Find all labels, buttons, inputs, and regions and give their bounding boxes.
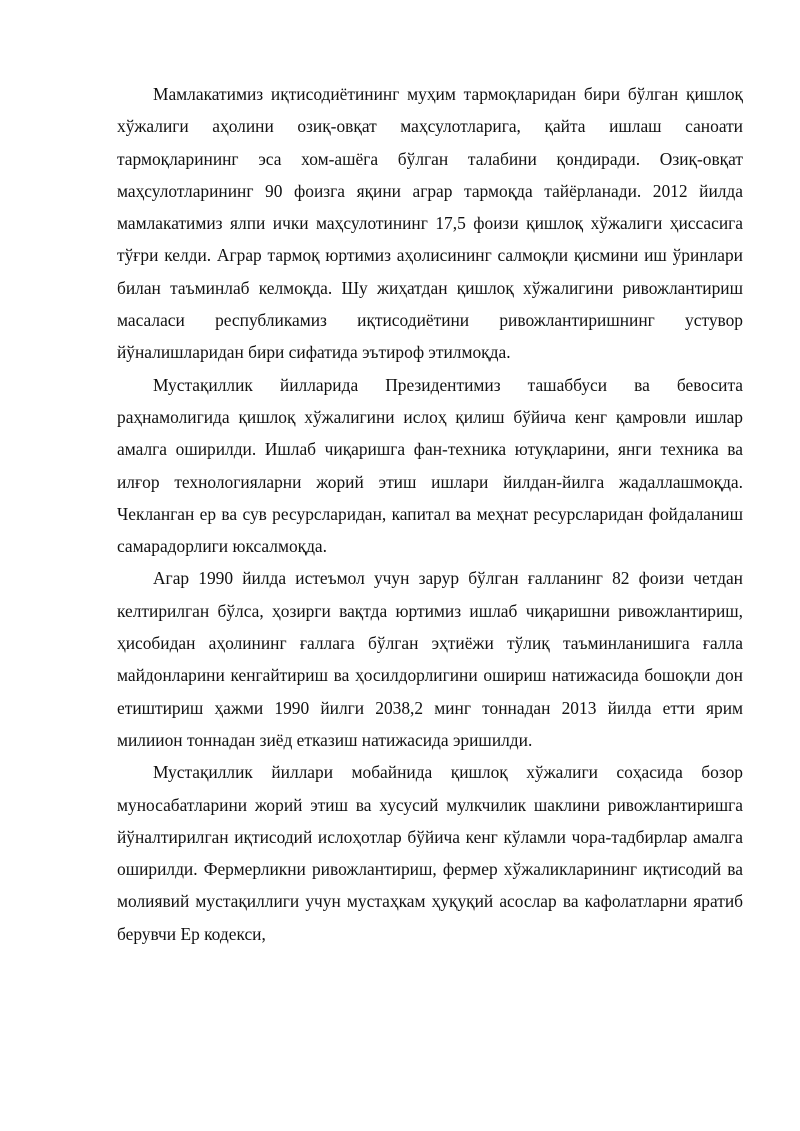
paragraph: Мустақиллик йилларида Президентимиз ташаббуси ва бевосита раҳнамолигида қишлоқ хўжалигини ислоҳ қилиш бўйича кенг қамровли ишлар амалга оширилди. Ишлаб чиқаришга фан-техника ютуқларини, янги техника ва илғор технологияларни жорий этиш ишлари йилдан-йилга жадаллашмоқда. Чекланган ер ва сув ресурсларидан, капитал ва меҳнат ресурсларидан фойдаланиш самарадорлиги юксалмоқда. bbox=[117, 374, 743, 557]
paragraph: Мамлакатимиз иқтисодиётининг муҳим тармоқларидан бири бўлган қишлоқ хўжалиги аҳолини озиқ-овқат маҳсулотларига, қайта ишлаш саноати тармоқларининг эса хом-ашёга бўлган талабини қондиради. Озиқ-овқат маҳсулотларининг 90 фоизга яқини аграр тармоқда тайёрланади. 2012 йилда мамлакатимиз ялпи ички маҳсулотининг 17,5 фоизи қишлоқ хўжалиги ҳиссасига тўғри келди. Аграр тармоқ юртимиз аҳолисининг салмоқли қисмини иш ўринлари билан таъминлаб келмоқда. Шу жиҳатдан қишлоқ хўжалигини ривожлантириш масаласи республикамиз иқтисодиётини ривожлантиришнинг устувор йўналишларидан бири сифатида эътироф этилмоқда. bbox=[117, 84, 743, 363]
document-body bbox=[117, 78, 743, 950]
paragraph: Агар 1990 йилда истеъмол учун зарур бўлган ғалланинг 82 фоизи четдан келтирилган бўлса, ҳозирги вақтда юртимиз ишлаб чиқаришни ривожлантириш, ҳисобидан аҳолининг ғаллага бўлган эҳтиёжи тўлиқ таъминланишига ғалла майдонларини кенгайтириш ва ҳосилдорлигини ошириш натижасида бошоқли дон етиштириш ҳажми 1990 йилги 2038,2 минг тоннадан 2013 йилда етти ярим милиион тоннадан зиёд етказиш натижасида эришилди. bbox=[117, 568, 743, 750]
paragraph: Мустақиллик йиллари мобайнида қишлоқ хўжалиги соҳасида бозор муносабатларини жорий этиш ва хусусий мулкчилик шаклини ривожлантиришга йўналтирилган иқтисодий ислоҳотлар бўйича кенг кўламли чора-тадбирлар амалга оширилди. Фермерликни ривожлантириш, фермер хўжаликларининг иқтисодий ва молиявий мустақиллиги учун мустаҳкам ҳуқуқий асослар ва кафолатларни яратиб берувчи Ер кодекси, bbox=[117, 762, 743, 944]
